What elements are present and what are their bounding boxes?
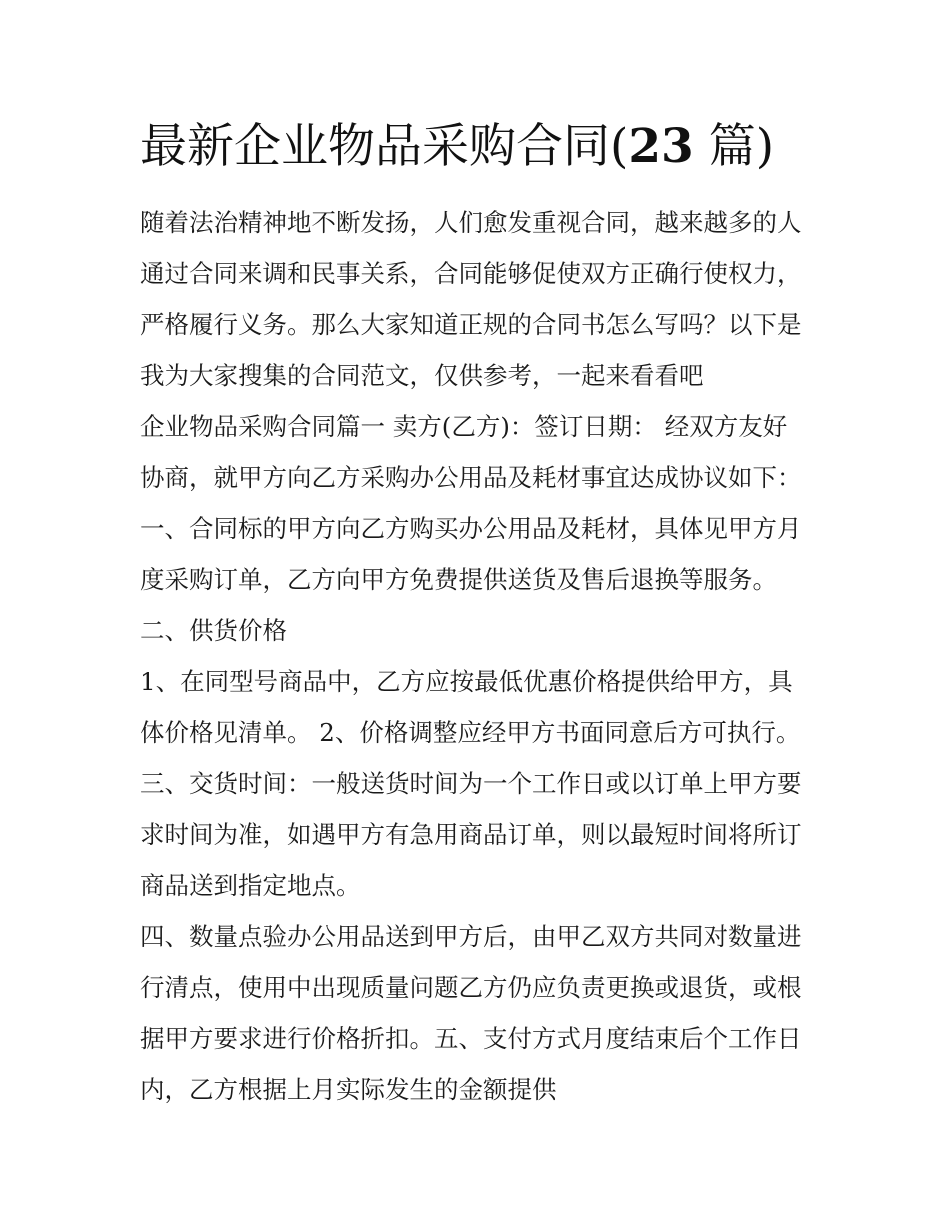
body-line: 通过合同来调和民事关系，合同能够促使双方正确行使权力， — [140, 259, 802, 288]
body-line: 二、供货价格 — [140, 616, 287, 645]
body-line: 企业物品采购合同篇一 卖方(乙方)：签订日期： 经双方友好 — [140, 412, 788, 441]
document-body — [140, 197, 820, 1115]
body-line: 行清点，使用中出现质量问题乙方仍应负责更换或退货，或根 — [140, 973, 802, 1002]
body-line: 随着法治精神地不断发扬，人们愈发重视合同，越来越多的人 — [140, 208, 802, 237]
title-suffix-text: 篇) — [693, 119, 775, 174]
body-line: 1、在同型号商品中，乙方应按最低优惠价格提供给甲方，具 — [140, 667, 793, 696]
body-line: 度采购订单，乙方向甲方免费提供送货及售后退换等服务。 — [140, 565, 777, 594]
body-line: 据甲方要求进行价格折扣。五、支付方式月度结束后个工作日 — [140, 1024, 802, 1053]
body-line: 求时间为准，如遇甲方有急用商品订单，则以最短时间将所订 — [140, 820, 802, 849]
body-line: 内，乙方根据上月实际发生的金额提供 — [140, 1075, 557, 1104]
body-line: 三、交货时间：一般送货时间为一个工作日或以订单上甲方要 — [140, 769, 802, 798]
body-line: 一、合同标的甲方向乙方购买办公用品及耗材，具体见甲方月 — [140, 514, 802, 543]
title-number: 23 — [628, 119, 694, 174]
body-line: 我为大家搜集的合同范文，仅供参考，一起来看看吧 — [140, 361, 704, 390]
body-line: 协商，就甲方向乙方采购办公用品及耗材事宜达成协议如下： — [140, 463, 802, 492]
body-line: 体价格见清单。 2、价格调整应经甲方书面同意后方可执行。 — [140, 718, 801, 747]
body-line: 严格履行义务。那么大家知道正规的合同书怎么写吗？以下是 — [140, 310, 802, 339]
document-title — [140, 112, 840, 182]
body-line: 商品送到指定地点。 — [140, 871, 361, 900]
title-main-text: 最新企业物品采购合同( — [140, 119, 629, 174]
body-line: 四、数量点验办公用品送到甲方后，由甲乙双方共同对数量进 — [140, 922, 802, 951]
